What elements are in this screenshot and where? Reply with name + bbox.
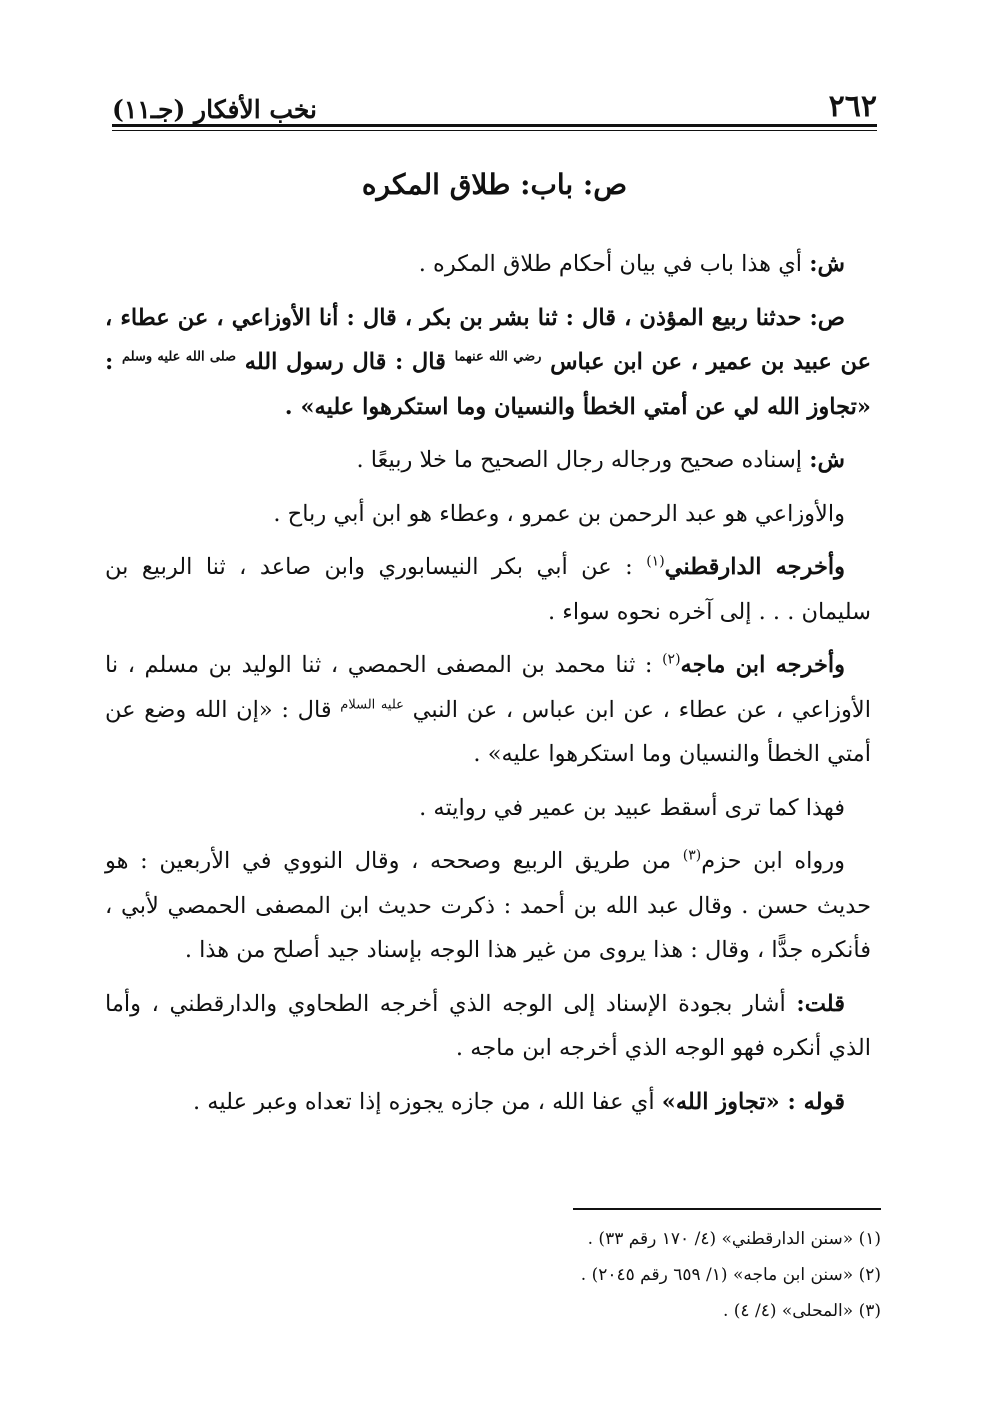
page-number: ٢٦٢: [828, 89, 877, 124]
page-header: [112, 78, 877, 122]
text-marker: ص:: [809, 304, 845, 331]
footnote: (١) «سنن الدارقطني» (٤/ ١٧٠ رقم ٣٣) .: [587, 1229, 881, 1249]
paragraph-text: فهذا كما ترى أسقط عبيد بن عمير في روايته .: [419, 794, 845, 821]
paragraph-text: أي عفا الله ، من جازه يجوزه إذا تعداه وعبر عليه .: [193, 1088, 655, 1115]
paragraph: [105, 839, 871, 973]
paragraph-text: من طريق الربيع وصححه ، وقال النووي في الأربعين : هو حديث حسن . وقال عبد الله بن أحمد : ذكرت حديث ابن المصفى الحمصي لأبي ، فأنكره جدًّا ، وقال : هذا يروى من غير هذا الوجه بإسناد جيد أصلح من هذا .: [105, 848, 871, 963]
paragraph-text: حدثنا ربيع المؤذن ، قال : ثنا بشر بن بكر ، قال : أنا الأوزاعي ، عن عطاء ، عن عبيد بن عمير ، عن ابن عباس: [105, 304, 871, 375]
paragraph-text: إسناده صحيح ورجاله رجال الصحيح ما خلا ربيعًا .: [356, 447, 803, 473]
paragraph-text: قال : «إن الله وضع عن أمتي الخطأ والنسيان وما استكرهوا عليه» .: [105, 696, 871, 767]
paragraph: [105, 242, 871, 287]
paragraph-lead: وأخرجه ابن ماجه: [680, 652, 845, 678]
paragraph-text: أشار بجودة الإسناد إلى الوجه الذي أخرجه الطحاوي والدارقطني ، وأما الذي أنكره فهو الوجه الذي أخرجه ابن ماجه .: [105, 990, 871, 1061]
commentary-marker: ش:: [809, 251, 845, 277]
paragraph: [105, 643, 871, 777]
hadith-paragraph: [105, 296, 871, 430]
honorific-glyph: رضي الله عنهما: [454, 349, 542, 365]
paragraph-text: قال : قال رسول الله: [244, 349, 446, 375]
footnotes: [112, 1221, 881, 1329]
header-rule: [112, 124, 877, 127]
paragraph-text: والأوزاعي هو عبد الرحمن بن عمرو ، وعطاء هو ابن أبي رباح .: [273, 500, 845, 527]
paragraph: [105, 1080, 871, 1125]
footnote-ref: (١): [646, 553, 665, 570]
paragraph: [105, 492, 871, 537]
paragraph-text: أي هذا باب في بيان أحكام طلاق المكره .: [418, 251, 803, 277]
paragraph-lead: قوله : «تجاوز الله»: [661, 1088, 845, 1115]
footnote-ref: (٣): [682, 847, 702, 864]
footnote: (٢) «سنن ابن ماجه» (١/ ٦٥٩ رقم ٢٠٤٥) .: [580, 1265, 881, 1285]
running-title: نخب الأفكار (جـ١١): [112, 95, 318, 124]
paragraph-lead: وأخرجه الدارقطني: [664, 554, 845, 580]
paragraph: [105, 438, 871, 483]
paragraph-text: : عن أبي بكر النيسابوري وابن صاعد ، ثنا الربيع بن سليمان . . . إلى آخره نحوه سواء .: [105, 554, 871, 625]
paragraph: [105, 786, 871, 831]
paragraph-text: : ثنا محمد بن المصفى الحمصي ، ثنا الوليد بن مسلم ، نا الأوزاعي ، عن عطاء ، عن ابن عباس ، عن النبي: [105, 652, 872, 723]
footnote-ref: (٢): [662, 651, 681, 668]
footnote: (٣) «المحلى» (٤/ ٤) .: [722, 1301, 881, 1321]
commentary-marker: ش:: [809, 447, 845, 473]
footnote-divider: [573, 1208, 881, 1210]
header-rule-thin: [112, 130, 877, 131]
paragraph-text: : «تجاوز الله لي عن أمتي الخطأ والنسيان وما استكرهوا عليه» .: [105, 349, 871, 420]
paragraph: [105, 982, 871, 1071]
main-text: [105, 242, 871, 1133]
chapter-title: ص: باب: طلاق المكره: [361, 168, 628, 201]
honorific-glyph: صلى الله عليه وسلم: [121, 349, 237, 365]
paragraph-text: ورواه ابن حزم: [701, 848, 846, 874]
paragraph: [105, 545, 871, 634]
honorific-glyph: عليه السلام: [340, 697, 404, 712]
note-marker: قلت:: [796, 990, 845, 1017]
